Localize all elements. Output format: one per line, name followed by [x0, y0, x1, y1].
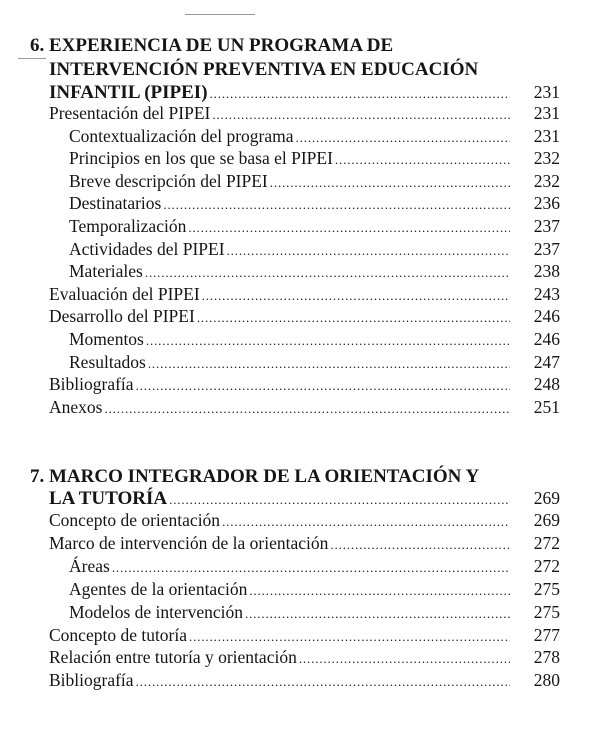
- chapter-title-line: LA TUTORÍA: [49, 488, 168, 509]
- dot-leader: [299, 648, 510, 670]
- entry-title: Principios en los que se basa el PIPEI: [69, 148, 333, 169]
- toc-entry[interactable]: [49, 102, 560, 126]
- entry-title: Concepto de orientación: [49, 510, 221, 530]
- page-number: 231: [533, 103, 560, 123]
- page-number: 269: [533, 510, 560, 530]
- scan-mark: [185, 14, 255, 15]
- chapter-title-line: INTERVENCIÓN PREVENTIVA EN EDUCACIÓN: [49, 59, 479, 80]
- entry-title: Relación entre tutoría y orientación: [49, 647, 297, 668]
- dot-leader: [188, 217, 510, 239]
- page-number: 269: [533, 488, 560, 508]
- page-number: 236: [533, 193, 560, 214]
- entry-title: Marco de intervención de la orientación: [49, 532, 329, 553]
- dot-leader: [222, 511, 510, 533]
- page-number: 243: [533, 283, 560, 304]
- toc-subentry[interactable]: [69, 555, 560, 579]
- toc-subentry[interactable]: [69, 147, 560, 171]
- entry-title: Anexos: [49, 396, 103, 417]
- page-number: 232: [533, 170, 560, 191]
- entry-title: Modelos de intervención: [69, 601, 243, 622]
- entry-title: Áreas: [69, 555, 110, 576]
- scan-mark: [18, 58, 46, 59]
- page-number: 246: [533, 306, 560, 327]
- dot-leader: [249, 580, 510, 602]
- page-number: 248: [533, 374, 560, 395]
- dot-leader: [270, 172, 510, 194]
- page-number: 237: [533, 216, 560, 236]
- chapter-number: 6.: [30, 35, 45, 56]
- page-number: 231: [533, 125, 560, 146]
- page-number: 275: [533, 601, 560, 622]
- chapter-number: 7.: [30, 466, 45, 487]
- page-number: 246: [533, 329, 560, 349]
- toc-entry[interactable]: [49, 532, 560, 556]
- dot-leader: [197, 307, 510, 329]
- dot-leader: [227, 240, 510, 262]
- chapter-title-line: EXPERIENCIA DE UN PROGRAMA DE: [49, 35, 394, 56]
- toc-subentry[interactable]: [69, 578, 560, 602]
- page-number: 280: [533, 670, 560, 691]
- dot-leader: [148, 353, 510, 375]
- toc-entry[interactable]: [49, 669, 560, 693]
- dot-leader: [245, 603, 510, 625]
- page-number: 251: [533, 396, 560, 417]
- chapter-title-line: MARCO INTEGRADOR DE LA ORIENTACIÓN Y: [49, 466, 480, 487]
- entry-title: Bibliografía: [49, 670, 134, 691]
- toc-entry[interactable]: [49, 646, 560, 670]
- page-number: 272: [533, 555, 560, 576]
- entry-title: Agentes de la orientación: [69, 578, 248, 599]
- entry-title: Desarrollo del PIPEI: [49, 306, 195, 327]
- toc-subentry[interactable]: [69, 170, 560, 194]
- dot-leader: [202, 285, 510, 307]
- dot-leader: [296, 127, 510, 149]
- entry-title: Materiales: [69, 261, 143, 282]
- dot-leader: [146, 330, 510, 352]
- page-number: 232: [533, 148, 560, 169]
- toc-entry[interactable]: [49, 509, 560, 533]
- page-number: 277: [533, 624, 560, 645]
- toc-subentry[interactable]: [69, 125, 560, 149]
- toc-entry[interactable]: [49, 624, 560, 648]
- page-number: 231: [533, 82, 560, 102]
- toc-subentry[interactable]: [69, 238, 560, 262]
- toc-entry[interactable]: [49, 373, 560, 397]
- entry-title: Concepto de tutoría: [49, 624, 188, 645]
- toc-subentry[interactable]: [69, 328, 560, 352]
- toc-subentry[interactable]: [69, 260, 560, 284]
- entry-title: Breve descripción del PIPEI: [69, 170, 268, 191]
- page-number: 247: [533, 351, 560, 372]
- dot-leader: [104, 398, 510, 420]
- entry-title: Destinatarios: [69, 193, 162, 214]
- entry-title: Actividades del PIPEI: [69, 238, 225, 259]
- toc-entry[interactable]: [49, 396, 560, 420]
- dot-leader: [145, 262, 510, 284]
- chapter-title-line: INFANTIL (PIPEI): [49, 82, 208, 103]
- page-number: 237: [533, 238, 560, 259]
- entry-title: Resultados: [69, 351, 146, 372]
- toc-entry[interactable]: [49, 283, 560, 307]
- entry-title: Momentos: [69, 329, 144, 349]
- entry-title: Contextualización del programa: [69, 125, 294, 146]
- page-number: 272: [533, 532, 560, 553]
- page-number: 275: [533, 578, 560, 599]
- dot-leader: [112, 557, 510, 579]
- page-number: 238: [533, 261, 560, 282]
- dot-leader: [136, 671, 510, 693]
- toc-entry[interactable]: [49, 305, 560, 329]
- toc-subentry[interactable]: [69, 192, 560, 216]
- dot-leader: [335, 149, 510, 171]
- entry-title: Evaluación del PIPEI: [49, 283, 200, 304]
- dot-leader: [136, 375, 510, 397]
- dot-leader: [189, 626, 510, 648]
- entry-title: Temporalización: [69, 216, 187, 236]
- dot-leader: [163, 194, 510, 216]
- dot-leader: [212, 104, 510, 126]
- dot-leader: [330, 534, 510, 556]
- entry-title: Bibliografía: [49, 374, 134, 395]
- entry-title: Presentación del PIPEI: [49, 103, 211, 123]
- page-number: 278: [533, 647, 560, 668]
- toc-subentry[interactable]: [69, 215, 560, 239]
- toc-subentry[interactable]: [69, 601, 560, 625]
- toc-subentry[interactable]: [69, 351, 560, 375]
